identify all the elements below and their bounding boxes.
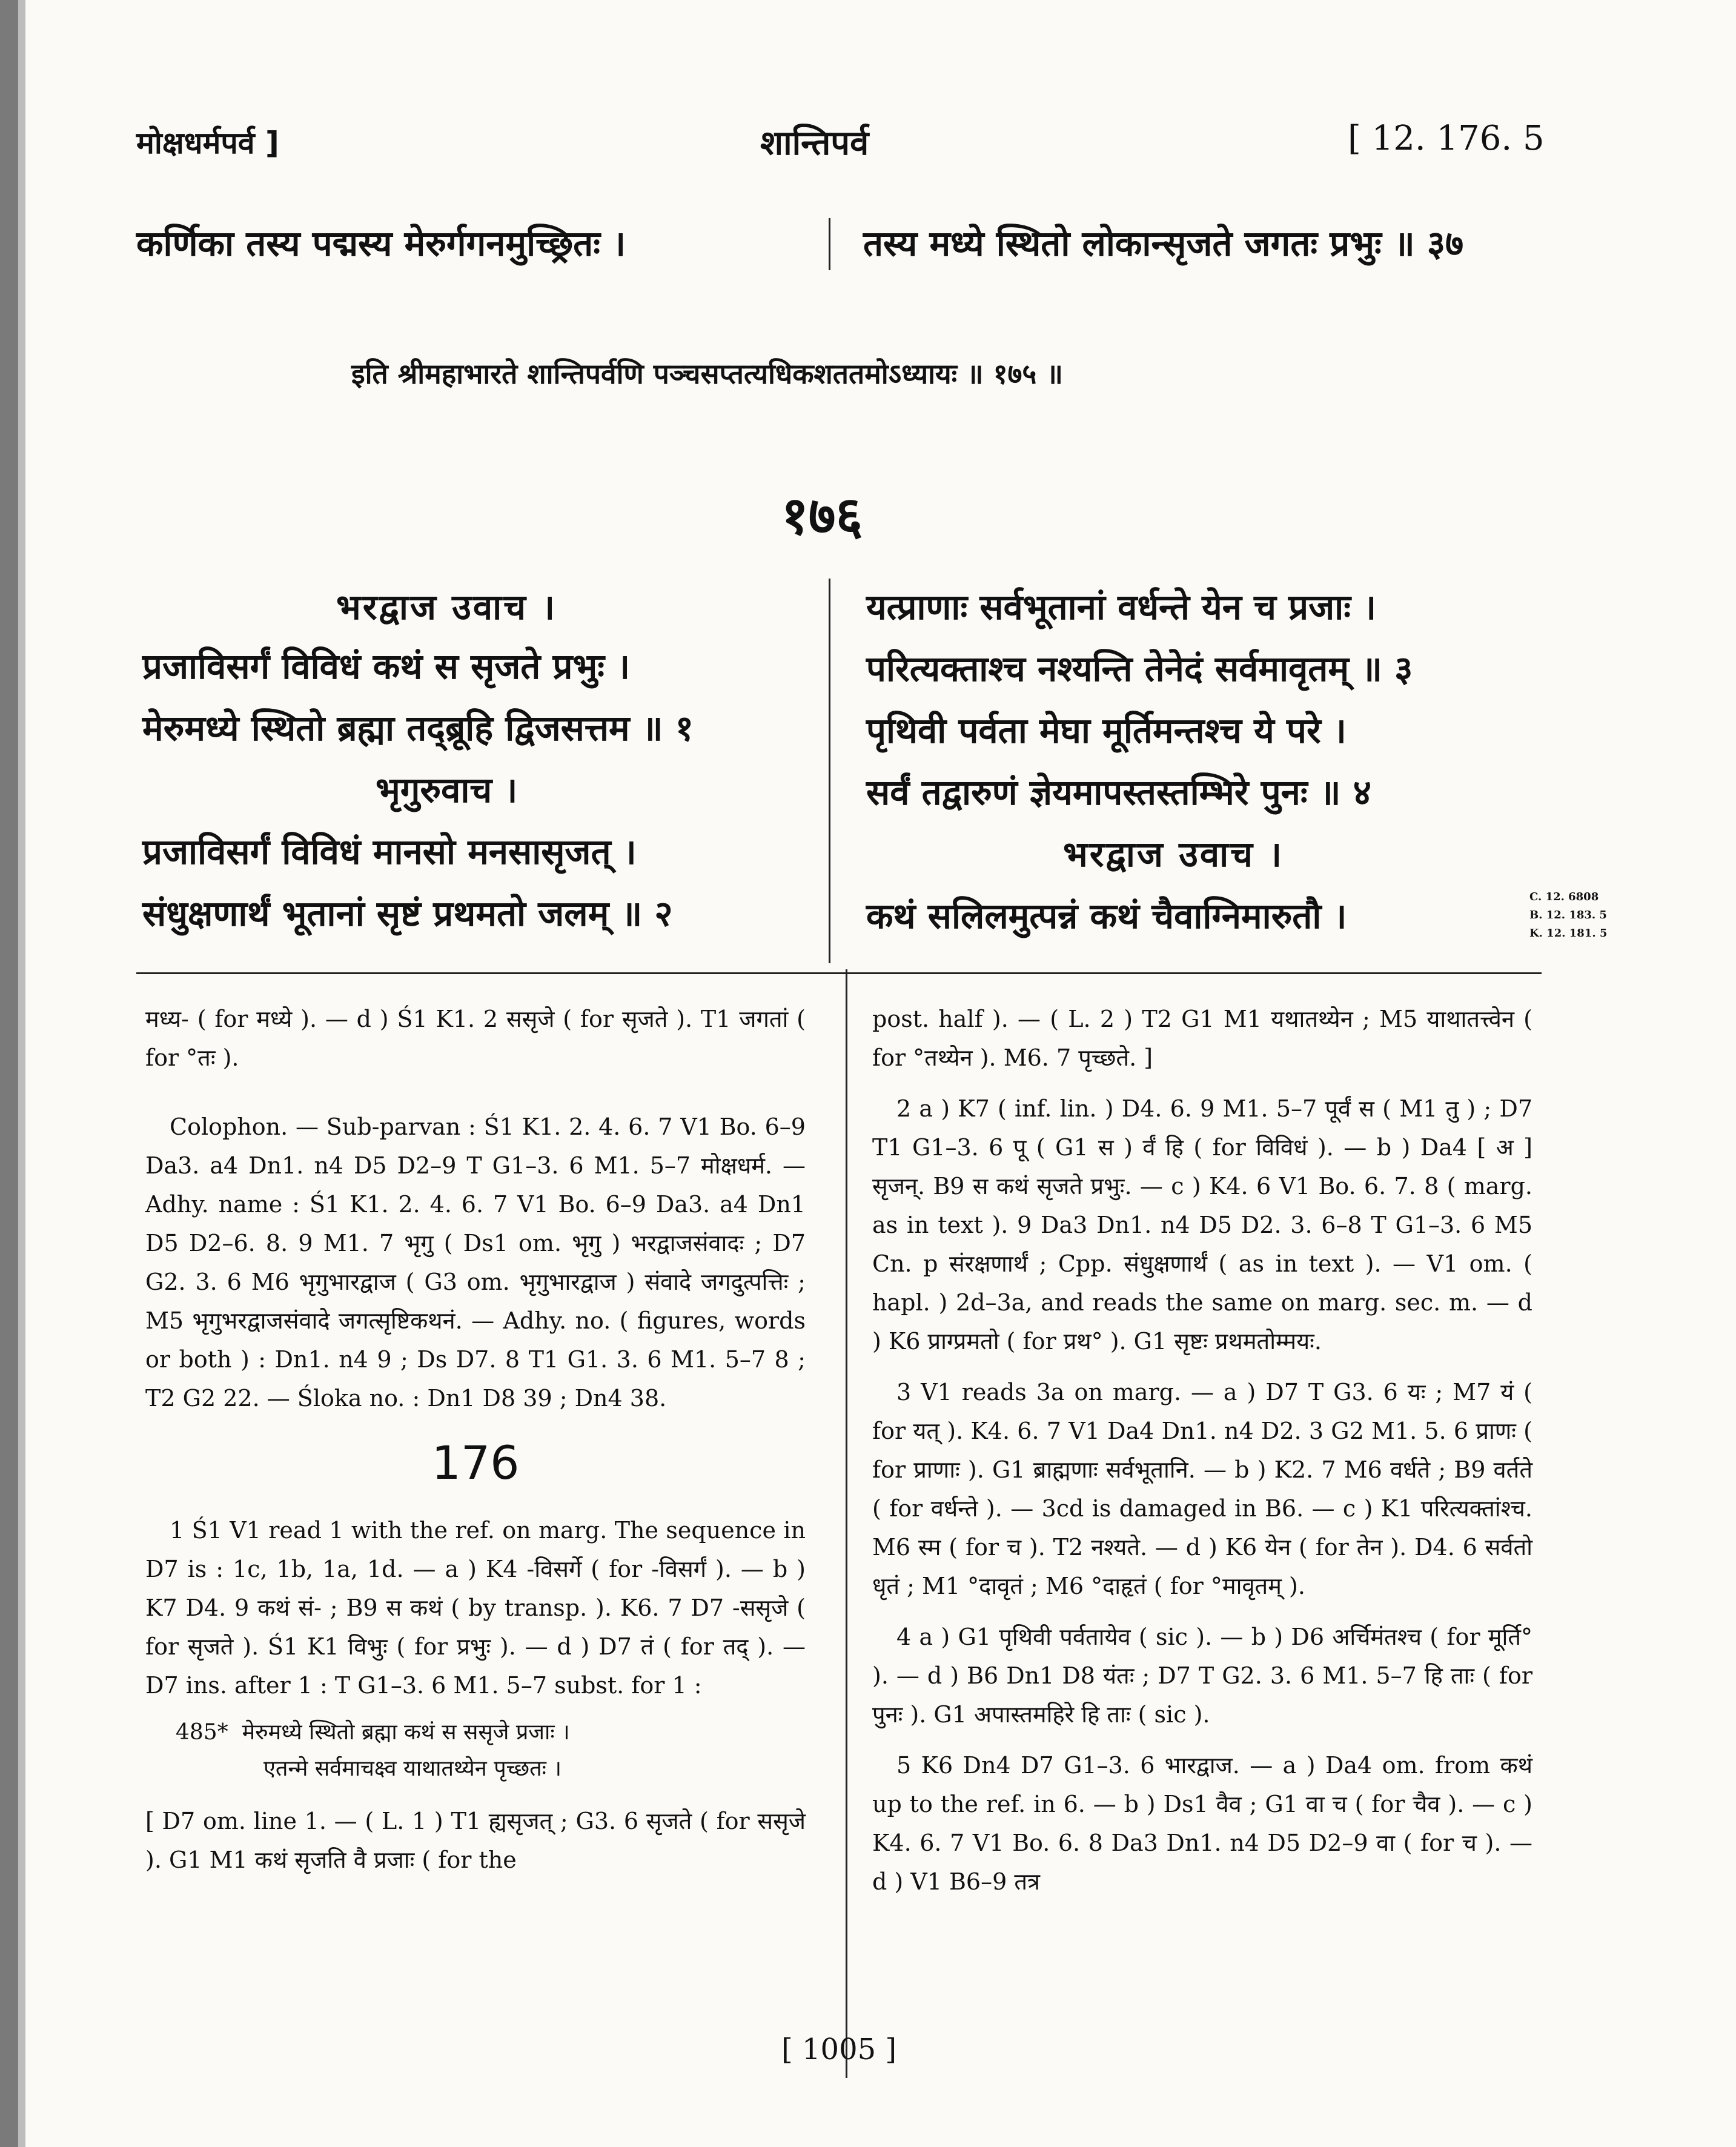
verse-line: प्रजाविसर्गं विविधं कथं स सृजते प्रभुः ।: [142, 646, 631, 687]
verse-line: यत्प्राणाः सर्वभूतानां वर्धन्ते येन च प्रजाः ।: [866, 586, 1377, 628]
apparatus-column-divider: [846, 969, 847, 2078]
note-paragraph: 4 a ) G1 पृथिवी पर्वतायेव ( sic ). — b ) D6 अर्चिमंतश्च ( for मूर्ति° ). — d ) B6 Dn1 D8 यंतः ; D7 T G2. 3. 6 M1. 5–7 हि ताः ( for पुनः ). G1 अपास्तमहिरे हि ताः ( sic ).: [872, 1624, 1532, 1728]
verse-line: पृथिवी पर्वता मेघा मूर्तिमन्तश्च ये परे ।: [866, 710, 1347, 751]
apparatus-right: [872, 1000, 1532, 1907]
note-paragraph: 1 Ś1 V1 read 1 with the ref. on marg. The sequence in D7 is : 1c, 1b, 1a, 1d. — a ) K4 -विसर्गे ( for -विसर्गं ). — b ) K7 D4. 9 कथं सं- ; B9 स कथं ( by transp. ). K6. 7 D7 -ससृजे ( for सृजते ). Ś1 K1 विभुः ( for प्रभुः ). — d ) D7 तं ( for तद् ). — D7 ins. after 1 : T G1–3. 6 M1. 5–7 subst. for 1 :: [145, 1517, 806, 1699]
chapter-number: १७६: [781, 486, 863, 546]
star-passage-line: मेरुमध्ये स्थितो ब्रह्मा कथं स ससृजे प्रजाः ।: [242, 1720, 570, 1745]
concordance-c: C. 12. 6808: [1529, 891, 1599, 903]
speaker-bharadvaja: भरद्वाज उवाच ।: [336, 586, 557, 628]
verse-line: सर्वं तद्वारुणं ज्ञेयमापस्तस्तम्भिरे पुनः ॥ ४: [866, 772, 1371, 813]
note-paragraph: [ D7 om. line 1. — ( L. 1 ) T1 ह्यसृजत् ; G3. 6 सृजते ( for ससृजे ). G1 M1 कथं सृजति वै प्रजाः ( for the: [145, 1808, 806, 1873]
speaker-bharadvaja: भरद्वाज उवाच ।: [1063, 834, 1284, 875]
note-paragraph: 5 K6 Dn4 D7 G1–3. 6 भारद्वाज. — a ) Da4 om. from कथं up to the ref. in 6. — b ) Ds1 वैव ; G1 वा च ( for चैव ). — c ) K4. 6. 7 V1 Bo. 6. 8 Da3 Dn1. n4 D5 D2–9 वा ( for च ). — d ) V1 B6–9 तत्र: [872, 1752, 1532, 1895]
speaker-bhrigu: भृगुरुवाच ।: [376, 769, 518, 811]
header-right: [ 12. 176. 5: [1348, 119, 1545, 158]
colophon: इति श्रीमहाभारते शान्तिपर्वणि पञ्चसप्तत्यधिकशततमोऽध्यायः ॥ १७५ ॥: [351, 357, 1063, 390]
star-passage: [176, 1714, 806, 1787]
apparatus-chapter-heading: 176: [431, 1436, 520, 1490]
verse-line: कथं सलिलमुत्पन्नं कथं चैवाग्निमारुतौ ।: [866, 895, 1347, 937]
page-number: [ 1005 ]: [781, 2033, 897, 2066]
page-edge-shadow: [18, 0, 25, 2147]
note-paragraph: मध्य- ( for मध्ये ). — d ) Ś1 K1. 2 ससृजे ( for सृजते ). T1 जगतां ( for °तः ).: [145, 1006, 806, 1071]
concordance-b: B. 12. 183. 5: [1529, 909, 1607, 921]
star-passage-line: एतन्मे सर्वमाचक्ष्व याथातथ्येन पृच्छतः ।: [263, 1756, 562, 1781]
header-left: मोक्षधर्मपर्व ]: [136, 125, 279, 161]
top-verse-left: कर्णिका तस्य पद्मस्य मेरुर्गगनमुच्छ्रितः ।: [136, 223, 626, 264]
star-passage-number: 485*: [176, 1720, 228, 1745]
verse-line: मेरुमध्ये स्थितो ब्रह्मा तद्ब्रूहि द्विजसत्तम ॥ १: [142, 708, 694, 749]
apparatus-left: [145, 1000, 806, 1885]
concordance-k: K. 12. 181. 5: [1529, 927, 1608, 940]
header-center: शान्तिपर्व: [760, 124, 869, 163]
page-edge: [0, 0, 18, 2147]
top-verse-right: तस्य मध्ये स्थितो लोकान्सृजते जगतः प्रभुः ॥ ३७: [863, 223, 1464, 264]
top-verse-divider: [829, 218, 830, 270]
note-paragraph: post. half ). — ( L. 2 ) T2 G1 M1 यथातथ्येन ; M5 याथातत्त्वेन ( for °तथ्येन ). M6. 7 पृच्छते. ]: [872, 1006, 1532, 1071]
verse-column-divider: [829, 579, 830, 963]
verse-line: संधुक्षणार्थं भूतानां सृष्टं प्रथमतो जलम् ॥ २: [142, 893, 673, 934]
apparatus-rule: [136, 972, 1542, 974]
note-paragraph: 3 V1 reads 3a on marg. — a ) D7 T G3. 6 यः ; M7 यं ( for यत् ). K4. 6. 7 V1 Da4 Dn1. n4 D2. 3 G2 M1. 5. 6 प्राणः ( for प्राणाः ). G1 ब्राह्मणाः सर्वभूतानि. — b ) K2. 7 M6 वर्धते ; B9 वर्तते ( for वर्धन्ते ). — 3cd is damaged in B6. — c ) K1 परित्यक्तांश्च. M6 स्म ( for च ). T2 नश्यते. — d ) K6 येन ( for तेन ). D4. 6 सर्वतो धृतं ; M1 °दावृतं ; M6 °दाहृतं ( for °मावृतम् ).: [872, 1379, 1532, 1599]
verse-line: प्रजाविसर्गं विविधं मानसो मनसासृजत् ।: [142, 831, 637, 872]
note-paragraph: 2 a ) K7 ( inf. lin. ) D4. 6. 9 M1. 5–7 पूर्वं स ( M1 तु ) ; D7 T1 G1–3. 6 पू ( G1 स ) र्वं हि ( for विविधं ). — b ) Da4 [ अ ] सृजन्. B9 स कथं सृजते प्रभुः. — c ) K4. 6 V1 Bo. 6. 7. 8 ( marg. as in text ). 9 Da3 Dn1. n4 D5 D2. 3. 6–8 T G1–3. 6 M5 Cn. p संरक्षणार्थं ; Cpp. संधुक्षणार्थं ( as in text ). — V1 om. ( hapl. ) 2d–3a, and reads the same on marg. sec. m. — d ) K6 प्राग्प्रमतो ( for प्रथ° ). G1 सृष्टः प्रथमतोम्मयः.: [872, 1095, 1532, 1355]
verse-line: परित्यक्ताश्च नश्यन्ति तेनेदं सर्वमावृतम् ॥ ३: [866, 648, 1413, 689]
note-paragraph: Colophon. — Sub-parvan : Ś1 K1. 2. 4. 6. 7 V1 Bo. 6–9 Da3. a4 Dn1. n4 D5 D2–9 T G1–3. 6 M1. 5–7 मोक्षधर्म. — Adhy. name : Ś1 K1. 2. 4. 6. 7 V1 Bo. 6–9 Da3. a4 Dn1 D5 D2–6. 8. 9 M1. 7 भृगु ( Ds1 om. भृगु ) भरद्वाजसंवादः ; D7 G2. 3. 6 M6 भृगुभारद्वाज ( G3 om. भृगुभारद्वाज ) संवादे जगदुत्पत्तिः ; M5 भृगुभरद्वाजसंवादे जगत्सृष्टिकथनं. — Adhy. no. ( figures, words or both ) : Dn1. n4 9 ; Ds D7. 8 T1 G1. 3. 6 M1. 5–7 8 ; T2 G2 22. — Śloka no. : Dn1 D8 39 ; Dn4 38.: [145, 1113, 806, 1412]
